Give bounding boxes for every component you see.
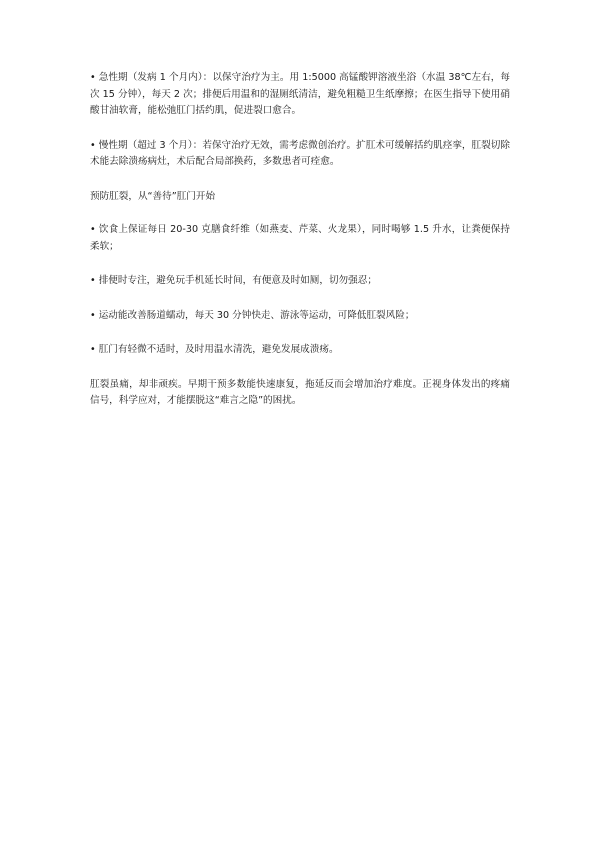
acute-phase-paragraph: • 急性期（发病 1 个月内）：以保守治疗为主。用 1:5000 高锰酸钾溶液坐浴（水温 38℃左右，每次 15 分钟），每天 2 次；排便后用温和的湿厕纸清洁，避免粗糙卫生纸摩擦；在医生指导下使用硝酸甘油软膏，能松弛肛门括约肌，促进裂口愈合。 [90, 72, 510, 116]
hygiene-tip-paragraph: • 肛门有轻微不适时，及时用温水清洗，避免发展成溃疡。 [90, 344, 339, 355]
bowel-habit-tip-paragraph: • 排便时专注，避免玩手机延长时间，有便意及时如厕，切勿强忍； [90, 275, 377, 286]
prevention-heading: 预防肛裂，从“善待”肛门开始 [90, 190, 216, 202]
document-body [90, 70, 510, 428]
chronic-phase-paragraph: • 慢性期（超过 3 个月）：若保守治疗无效，需考虑微创治疗。扩肛术可缓解括约肌痉挛，肛裂切除术能去除溃疡病灶，术后配合局部换药，多数患者可痊愈。 [90, 139, 510, 167]
conclusion-paragraph: 肛裂虽痛，却非顽疾。早期干预多数能快速康复，拖延反而会增加治疗难度。正视身体发出的疼痛信号，科学应对，才能摆脱这“难言之隐”的困扰。 [90, 378, 510, 406]
exercise-tip-paragraph: • 运动能改善肠道蠕动，每天 30 分钟快走、游泳等运动，可降低肛裂风险； [90, 309, 415, 321]
diet-tip-paragraph: • 饮食上保证每日 20-30 克膳食纤维（如燕麦、芹菜、火龙果），同时喝够 1.5 升水，让粪便保持柔软； [90, 224, 510, 252]
